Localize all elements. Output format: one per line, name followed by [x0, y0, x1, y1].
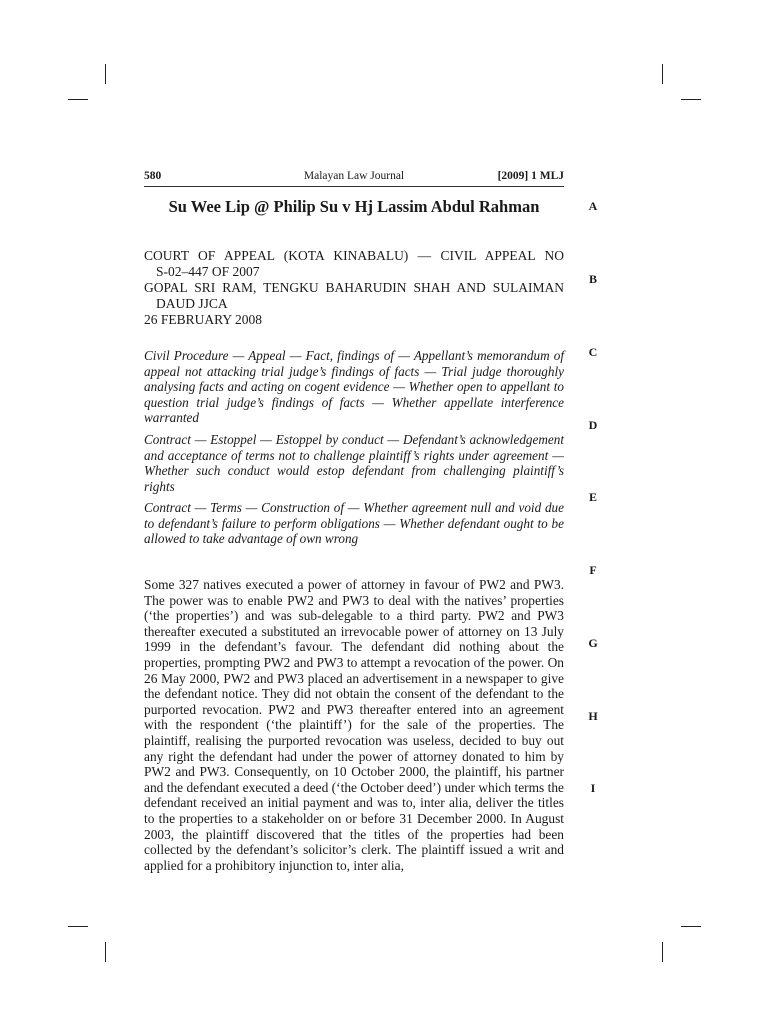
margin-letter: B: [588, 272, 597, 286]
header-rule: [144, 186, 564, 187]
margin-letter: H: [588, 709, 598, 723]
crop-mark: [68, 99, 88, 100]
headnote-body: Some 327 natives executed a power of attorney in favour of PW2 and PW3. The power was to enable PW2 and PW3 to deal with the natives’ properties (‘the properties’) and was sub-delegable to a third party. PW2 and PW3 thereafter executed a substituted an irrevocable power of attorney on 13 July 1999 in the defendant’s favour. The defendant did nothing about the properties, prompting PW2 and PW3 to attempt a revocation of the power. On 26 May 2000, PW2 and PW3 placed an advertisement in a newspaper to give the defendant notice. They did not obtain the consent of the defendant to the purported revocation. PW2 and PW3 thereafter entered into an agreement with the respondent (‘the plaintiff’) for the sale of the properties. The plaintiff, realising the purported revocation was useless, decided to buy out any right the defendant had under the power of attorney donated to him by PW2 and PW3. Consequently, on 10 October 2000, the plaintiff, his partner and the defendant executed a deed (‘the October deed’) under which terms the defendant received an initial payment and was to, inter alia, deliver the titles to the properties to a stakeholder on or before 31 December 2000. In August 2003, the plaintiff discovered that the titles of the properties had been collected by the defendant’s solicitor’s clerk. The plaintiff issued a writ and applied for a prohibitory injunction to, inter alia,: [144, 577, 564, 873]
judges-line: GOPAL SRI RAM, TENGKU BAHARUDIN SHAH AND SULAIMAN: [144, 280, 564, 295]
running-header: [144, 170, 564, 186]
citation: [2009] 1 MLJ: [497, 170, 564, 182]
journal-name: Malayan Law Journal: [303, 170, 405, 182]
margin-letter: I: [590, 781, 596, 795]
judgment-date: 26 FEBRUARY 2008: [144, 312, 263, 327]
court-line: COURT OF APPEAL (KOTA KINABALU) — CIVIL APPEAL NO: [144, 248, 564, 263]
catchword-paragraph: Contract — Estoppel — Estoppel by conduct — Defendant’s acknowledgement and acceptance of terms not to challenge plaintiff’s rights under agreement — Whether such conduct would estop defendant from challenging plaintiff’s rights: [144, 432, 564, 494]
crop-mark: [68, 926, 88, 927]
page-number: 580: [144, 170, 162, 182]
court-line: S-02–447 OF 2007: [156, 264, 260, 279]
crop-mark: [681, 99, 701, 100]
margin-letter: D: [588, 418, 598, 432]
crop-mark: [662, 942, 663, 962]
crop-mark: [681, 926, 701, 927]
margin-letter: F: [589, 563, 597, 577]
court-info: [144, 248, 564, 328]
crop-mark: [662, 64, 663, 84]
margin-letter: E: [588, 490, 597, 504]
catchword-paragraph: Contract — Terms — Construction of — Whether agreement null and void due to defendant’s failure to perform obligations — Whether defendant ought to be allowed to take advantage of own wrong: [144, 500, 564, 546]
catchword-paragraph: Civil Procedure — Appeal — Fact, findings of — Appellant’s memorandum of appeal not attacking trial judge’s findings of facts — Trial judge thoroughly analysing facts and acting on cogent evidence — Whether open to appellant to question trial judge’s findings of facts — Whether appellate interference warranted: [144, 348, 564, 425]
margin-letter: A: [588, 199, 598, 213]
crop-mark: [105, 942, 106, 962]
judges-line: DAUD JJCA: [156, 296, 228, 311]
margin-letter: G: [588, 636, 598, 650]
margin-letter: C: [588, 345, 598, 359]
crop-mark: [105, 64, 106, 84]
case-title: Su Wee Lip @ Philip Su v Hj Lassim Abdul Rahman: [168, 197, 540, 216]
